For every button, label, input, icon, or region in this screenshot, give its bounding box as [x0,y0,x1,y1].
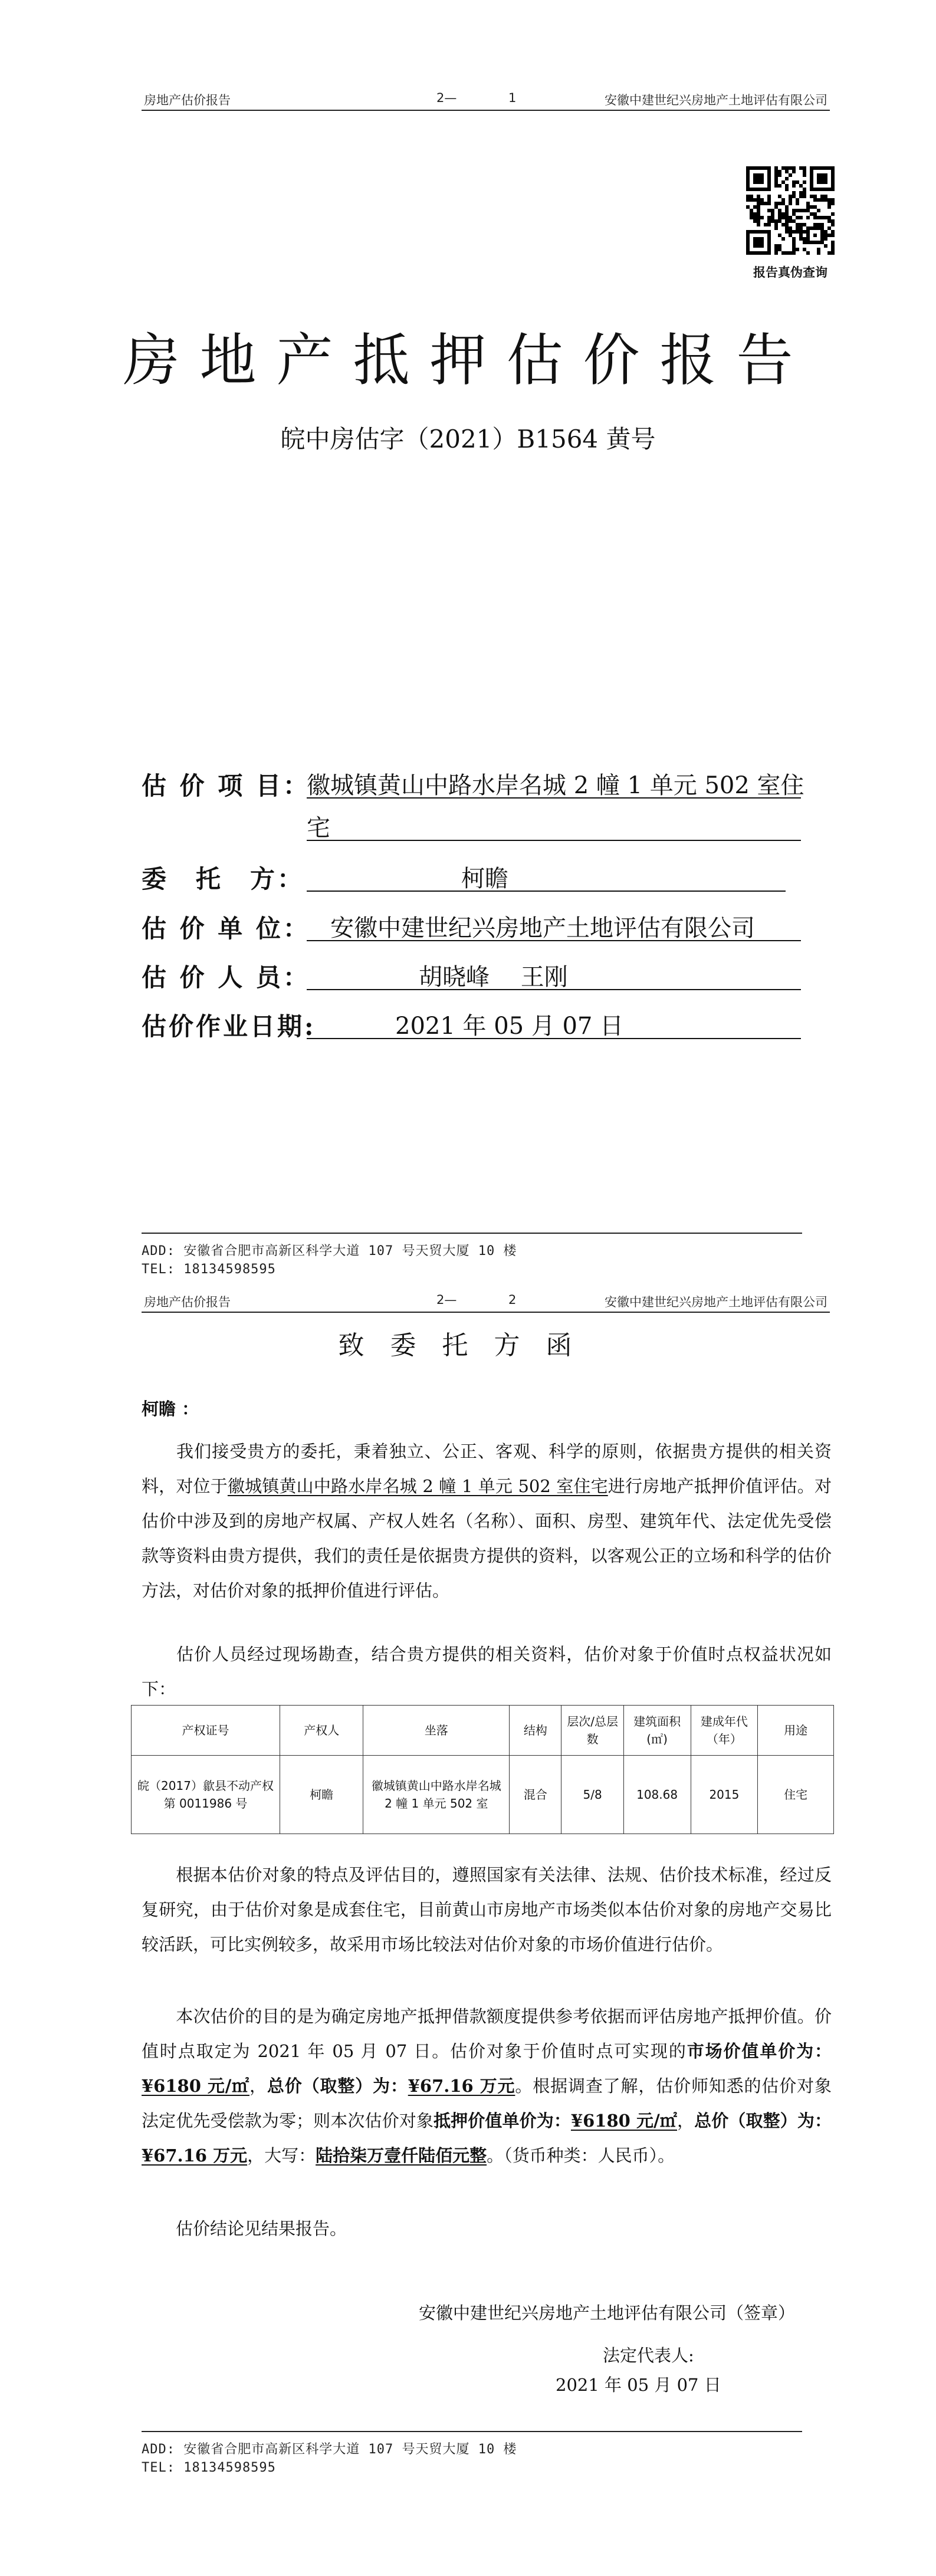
punctuation: ， [249,2076,267,2096]
table-header: 结构 [510,1706,561,1756]
appraisers-value: 胡晓峰 王刚 [419,964,568,991]
market-unit-price: ¥6180 元/㎡ [142,2076,250,2096]
signature-date: 2021 年 05 月 07 日 [556,2375,721,2395]
appraisers-label: 估 价 人 员： [142,963,310,992]
salutation: 柯瞻 ： [142,1399,199,1419]
paragraph-4 [142,1999,832,2173]
page-header [142,88,830,111]
header-right: 安徽中建世纪兴房地产土地评估有限公司 [605,93,827,107]
property-address: 徽城镇黄山中路水岸名城 2 幢 1 单元 502 室住宅 [227,1476,608,1496]
footer-divider [142,2431,802,2432]
footer-address: ADD: 安徽省合肥市高新区科学大道 107 号天贸大厦 10 楼 [142,1244,517,1259]
header-page-number: 1 [508,91,517,105]
market-total: ¥67.16 万元 [408,2076,515,2096]
paragraph-1-b: 进行房地产抵押价值评估。对估价中涉及到的房地产权属、产权人姓名（名称）、面积、房型、建筑年代、法定优先受偿款等资料由贵方提供，我们的责任是依据贵方提供的资料，以客观公正的立场和科学的估价方法，对估价对象的抵押价值进行评估。 [142,1476,832,1601]
footer-divider [142,1233,802,1234]
underline [307,940,801,941]
header-page-number: 2 [508,1293,517,1307]
header-right: 安徽中建世纪兴房地产土地评估有限公司 [605,1295,827,1309]
valuation-text: 。（货币种类：人民币）。 [487,2145,675,2166]
header-left: 房地产估价报告 [144,1295,231,1309]
project-label: 估 价 项 目： [142,771,310,800]
table-cell: 108.68 [623,1756,691,1834]
mortgage-unit-price-label: 抵押价值单价为： [433,2111,571,2131]
appraiser-org-value: 安徽中建世纪兴房地产土地评估有限公司 [330,915,755,942]
letter-title: 致委托方函 [338,1330,598,1361]
paragraph-1 [142,1434,832,1608]
project-value-cont: 宅 [307,814,330,842]
mortgage-unit-price: ¥6180 元/㎡ [570,2111,678,2131]
report-number: 皖中房估字（2021）B1564 黄号 [280,425,656,454]
underline [307,891,786,892]
valuation-text: ，大写： [247,2145,316,2166]
signature-company: 安徽中建世纪兴房地产土地评估有限公司（签章） [419,2303,796,2323]
mortgage-total: ¥67.16 万元 [142,2145,248,2166]
property-rights-table [131,1705,834,1834]
qr-code[interactable] [746,166,835,255]
paragraph-2 [142,1637,832,1707]
total-in-words: 陆拾柒万壹仟陆佰元整 [316,2145,487,2166]
mortgage-total-label: 总价（取整）为： [694,2111,832,2131]
table-cell: 柯瞻 [280,1756,363,1834]
table-header: 产权证号 [132,1706,280,1756]
punctuation: ， [677,2111,695,2131]
paragraph-5-text: 估价结论见结果报告。 [176,2219,347,2239]
header-left: 房地产估价报告 [144,93,231,107]
header-page-prefix: 2— [436,1293,457,1307]
paragraph-2-text: 估价人员经过现场勘查，结合贵方提供的相关资料，估价对象于价值时点权益状况如下： [142,1644,832,1699]
table-header: 建成年代（年） [691,1706,758,1756]
table-header: 坐落 [363,1706,510,1756]
page-header [142,1290,830,1313]
paragraph-5 [142,2212,832,2246]
footer-tel: TEL: 18134598595 [142,2460,276,2475]
client-value: 柯瞻 [461,865,508,892]
valuation-text: 。根据调查了解，估价师知悉的估价对象法定优先受偿款为零；则本次估价对象 [142,2076,832,2131]
report-title: 房地产抵押估价报告 [123,327,813,393]
table-cell: 皖（2017）歙县不动产权第 0011986 号 [132,1756,280,1834]
table-header: 用途 [758,1706,834,1756]
underline [307,840,801,841]
client-label: 委 托 方： [142,865,305,893]
table-cell: 混合 [510,1756,561,1834]
underline [307,989,801,990]
work-date-label: 估价作业日期: [142,1012,316,1041]
paragraph-1-a: 我们接受贵方的委托，秉着独立、公正、客观、科学的原则，依据贵方提供的相关资料，对位于 [142,1441,832,1496]
table-header: 产权人 [280,1706,363,1756]
market-unit-price-label: 市场价值单价为： [687,2041,832,2061]
table-header-row [132,1706,834,1756]
underline [307,797,801,799]
table-header: 建筑面积(㎡) [623,1706,691,1756]
market-total-label: 总价（取整）为： [267,2076,408,2096]
appraiser-org-label: 估 价 单 位： [142,914,310,943]
table-cell: 住宅 [758,1756,834,1834]
underline [307,1038,801,1039]
table-header: 层次/总层数 [561,1706,623,1756]
paragraph-3-text: 根据本估价对象的特点及评估目的，遵照国家有关法律、法规、估价技术标准，经过反复研究，由于估价对象是成套住宅，目前黄山市房地产市场类似本估价对象的房地产交易比较活跃，可比实例较多，故采用市场比较法对估价对象的市场价值进行估价。 [142,1865,832,1954]
table-cell: 徽城镇黄山中路水岸名城 2 幢 1 单元 502 室 [363,1756,510,1834]
footer-address: ADD: 安徽省合肥市高新区科学大道 107 号天贸大厦 10 楼 [142,2442,517,2457]
paragraph-3 [142,1858,832,1962]
work-date-value: 2021 年 05 月 07 日 [395,1013,624,1040]
table-row [132,1756,834,1834]
qr-caption: 报告真伪查询 [753,265,827,280]
header-page-prefix: 2— [436,91,457,105]
project-value: 徽城镇黄山中路水岸名城 2 幢 1 单元 502 室住 [307,772,804,799]
signature-representative: 法定代表人: [603,2345,694,2365]
table-cell: 5/8 [561,1756,623,1834]
footer-tel: TEL: 18134598595 [142,1262,276,1277]
table-cell: 2015 [691,1756,758,1834]
valuation-text: 本次估价的目的是为确定房地产抵押借款额度提供参考依据而评估房地产抵押价值。价值时点取定为 2021 年 05 月 07 日。估价对象于价值时点可实现的 [142,2006,832,2061]
